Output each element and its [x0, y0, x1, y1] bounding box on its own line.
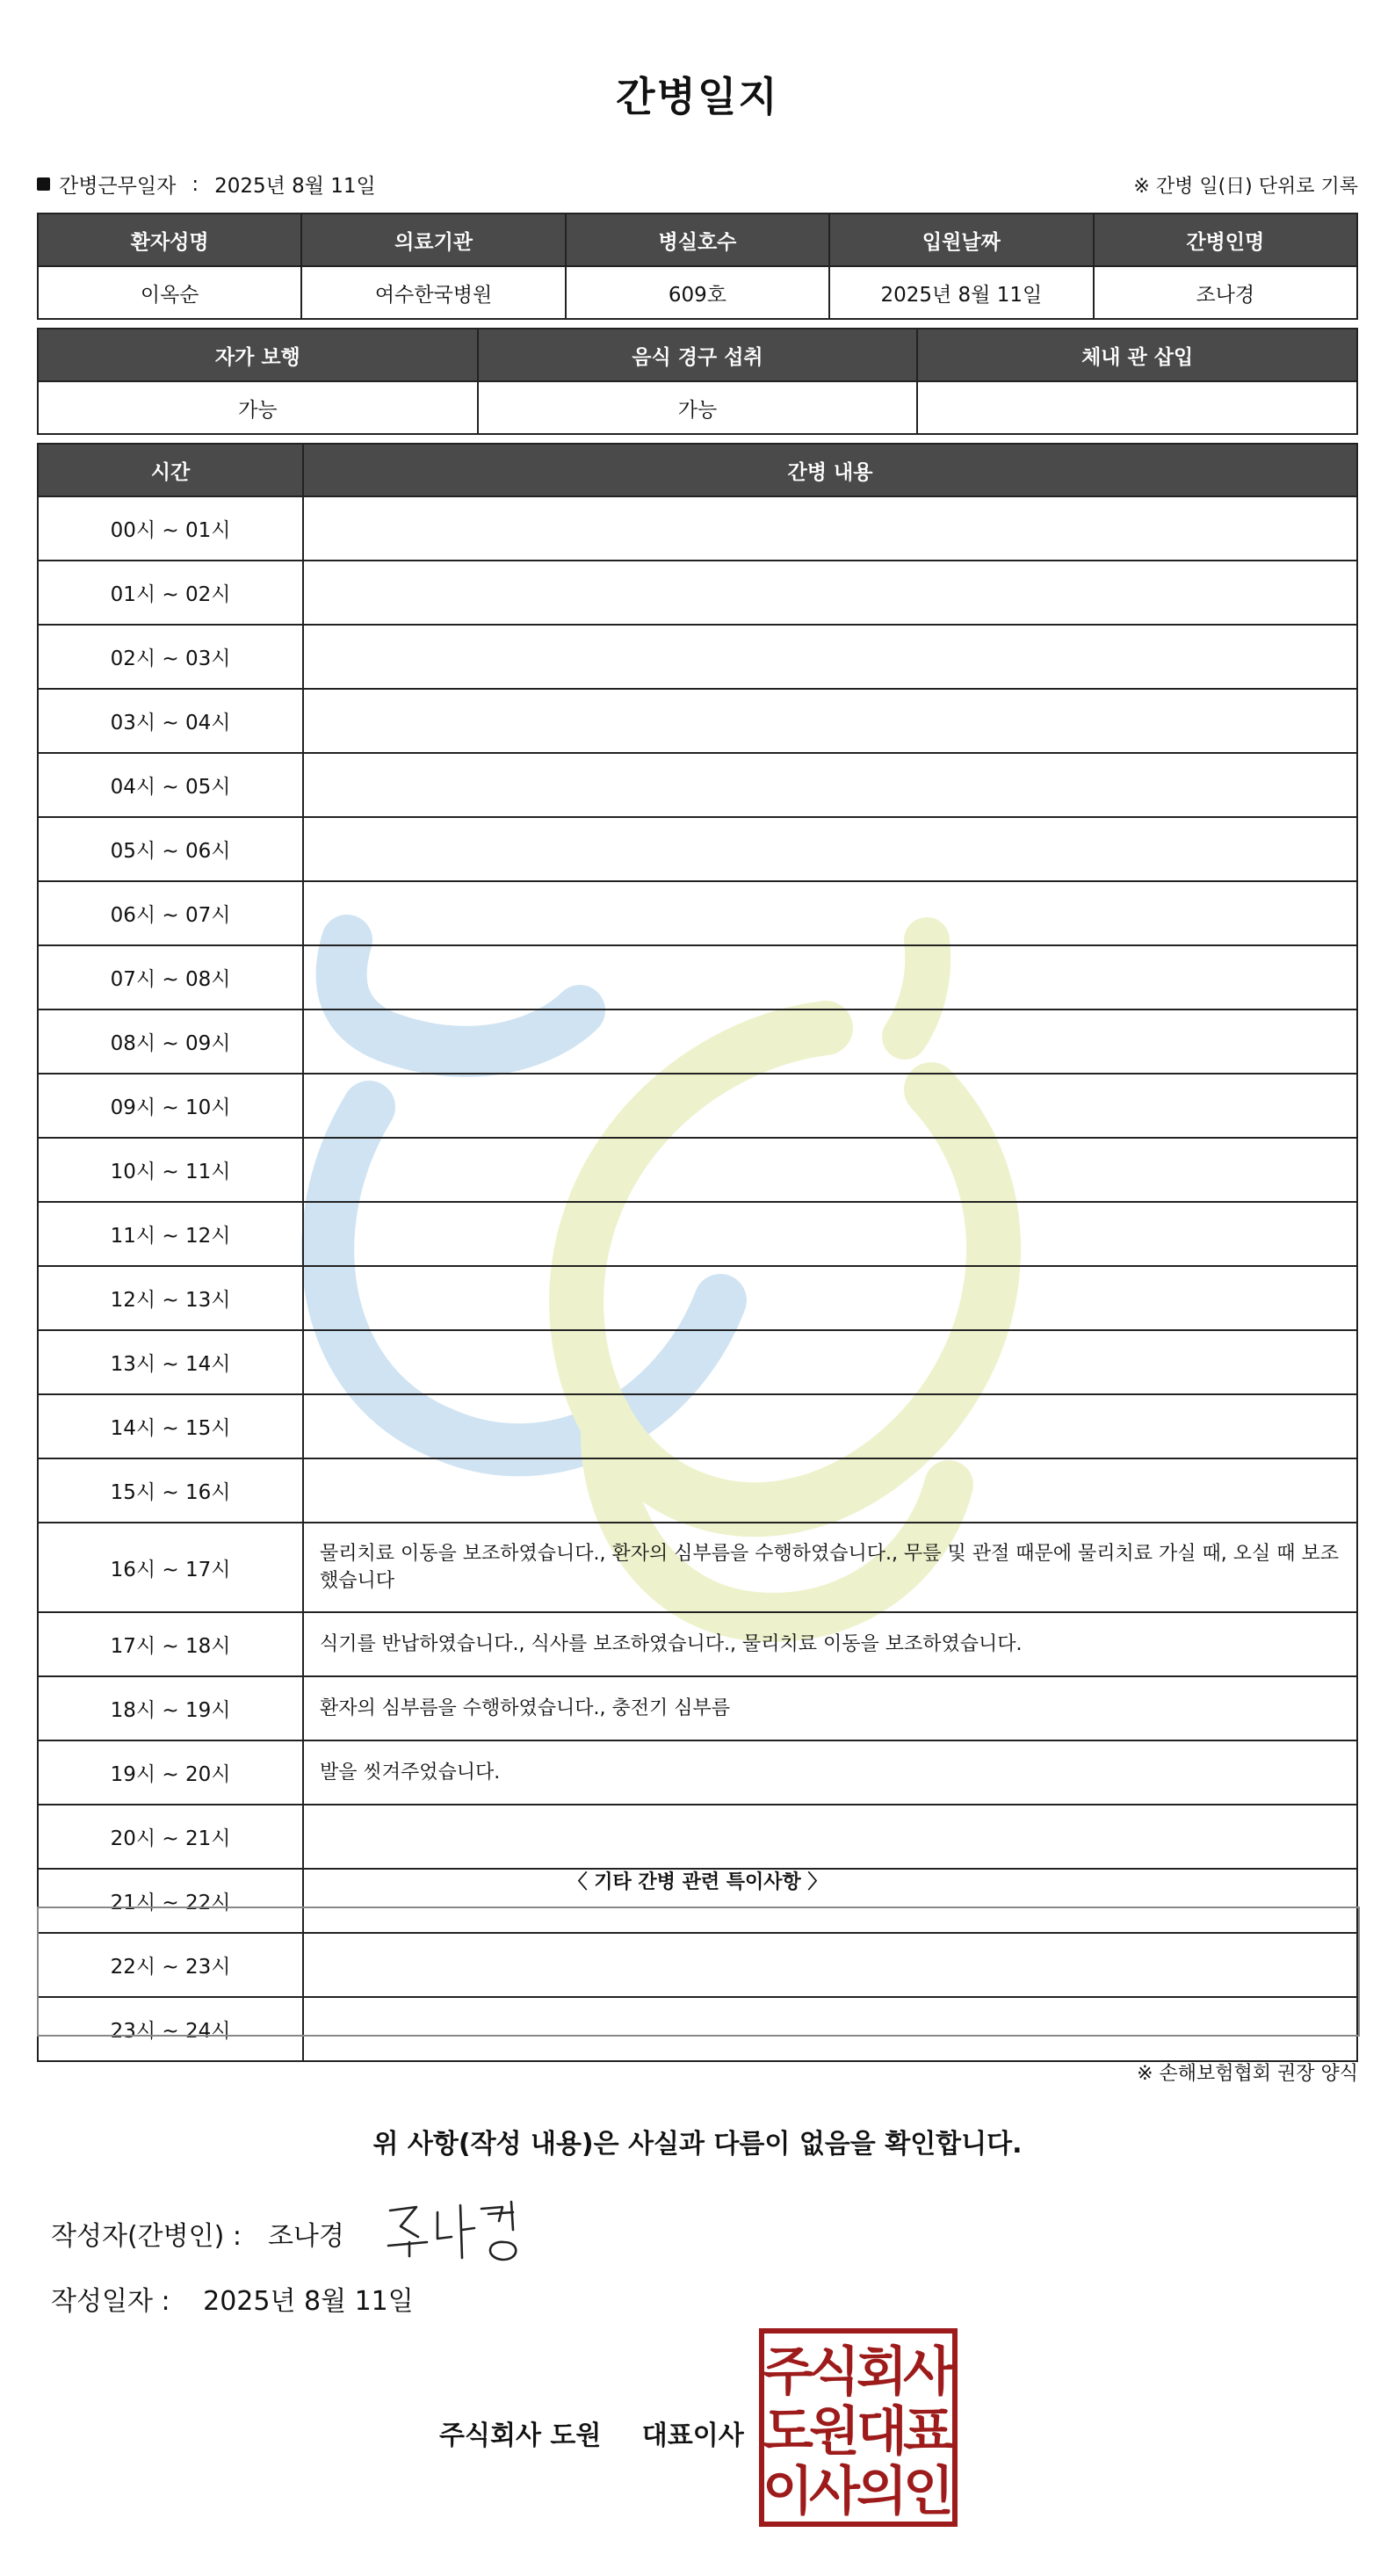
header-caregiver-name: 간병인명 — [1094, 213, 1357, 266]
table-row — [38, 881, 1357, 945]
table-row — [38, 1138, 1357, 1202]
bullet-square-icon — [37, 177, 50, 191]
content-cell: 물리치료 이동을 보조하였습니다., 환자의 심부름을 수행하였습니다., 무릎 및 관절 때문에 물리치료 가실 때, 오실 때 보조했습니다 — [303, 1523, 1357, 1612]
content-cell — [303, 881, 1357, 945]
content-cell — [303, 1266, 1357, 1330]
table-row — [38, 1676, 1357, 1740]
work-date-label: 간병근무일자 — [59, 175, 177, 198]
representative-title: 대표이사 — [641, 2420, 744, 2451]
hospital: 여수한국병원 — [301, 266, 565, 319]
self-walking-value: 가능 — [38, 381, 478, 434]
content-cell — [303, 561, 1357, 625]
content-cell: 발을 씻겨주었습니다. — [303, 1740, 1357, 1805]
time-cell: 05시 ~ 06시 — [38, 817, 303, 881]
svg-text:표: 표 — [903, 2401, 954, 2463]
svg-text:식: 식 — [809, 2341, 860, 2403]
content-cell — [303, 496, 1357, 561]
content-cell — [303, 753, 1357, 817]
svg-text:도: 도 — [763, 2401, 813, 2463]
table-row — [38, 561, 1357, 625]
table-row — [38, 496, 1357, 561]
table-row — [38, 1266, 1357, 1330]
table-row — [38, 945, 1357, 1009]
content-cell: 식기를 반납하였습니다., 식사를 보조하였습니다., 물리치료 이동을 보조하였습니다. — [303, 1612, 1357, 1676]
table-row — [38, 1612, 1357, 1676]
recommendation-note: ※ 손해보험협회 권장 양식 — [1137, 2063, 1358, 2085]
table-row — [38, 1330, 1357, 1394]
status-header-row — [38, 329, 1357, 381]
time-cell: 18시 ~ 19시 — [38, 1676, 303, 1740]
write-date-line — [51, 2279, 414, 2318]
work-date — [37, 170, 376, 199]
header-admission-date: 입원날짜 — [829, 213, 1093, 266]
time-cell: 09시 ~ 10시 — [38, 1074, 303, 1138]
content-cell — [303, 945, 1357, 1009]
writer-line — [51, 2214, 344, 2253]
care-log-table — [37, 443, 1358, 2062]
content-cell — [303, 689, 1357, 753]
time-cell: 06시 ~ 07시 — [38, 881, 303, 945]
time-cell: 13시 ~ 14시 — [38, 1330, 303, 1394]
tube-insertion-value — [917, 381, 1357, 434]
write-date-label: 작성일자 : — [51, 2286, 170, 2317]
time-cell: 19시 ~ 20시 — [38, 1740, 303, 1805]
table-row — [38, 1009, 1357, 1074]
patient-info-value-row — [38, 266, 1357, 319]
time-cell: 11시 ~ 12시 — [38, 1202, 303, 1266]
table-row — [38, 1740, 1357, 1805]
time-cell: 22시 ~ 23시 — [38, 1933, 303, 1997]
header-self-walking: 자가 보행 — [38, 329, 478, 381]
table-row — [38, 753, 1357, 817]
table-row — [38, 625, 1357, 689]
svg-text:이: 이 — [763, 2461, 813, 2522]
time-cell: 14시 ~ 15시 — [38, 1394, 303, 1458]
time-cell: 20시 ~ 21시 — [38, 1805, 303, 1869]
header-time: 시간 — [38, 444, 303, 496]
time-cell: 02시 ~ 03시 — [38, 625, 303, 689]
content-cell — [303, 1805, 1357, 1869]
time-cell: 10시 ~ 11시 — [38, 1138, 303, 1202]
patient-info-header-row — [38, 213, 1357, 266]
write-date-value: 2025년 8월 11일 — [203, 2286, 414, 2317]
time-cell: 03시 ~ 04시 — [38, 689, 303, 753]
table-row — [38, 1805, 1357, 1869]
header-oral-intake: 음식 경구 섭취 — [478, 329, 918, 381]
table-row — [38, 817, 1357, 881]
room-number: 609호 — [566, 266, 829, 319]
content-cell — [303, 1330, 1357, 1394]
header-room: 병실호수 — [566, 213, 829, 266]
work-date-sep: : — [192, 172, 199, 196]
svg-text:사: 사 — [903, 2341, 954, 2403]
time-cell: 01시 ~ 02시 — [38, 561, 303, 625]
time-cell: 21시 ~ 22시 — [38, 1869, 303, 1933]
handwritten-signature — [383, 2195, 532, 2265]
time-cell: 23시 ~ 24시 — [38, 1997, 303, 2061]
content-cell — [303, 1458, 1357, 1523]
table-row — [38, 1202, 1357, 1266]
company-name: 주식회사 도원 — [439, 2420, 602, 2451]
content-cell: 환자의 심부름을 수행하였습니다., 충전기 심부름 — [303, 1676, 1357, 1740]
svg-text:원: 원 — [809, 2401, 860, 2463]
caregiver-name: 조나경 — [1094, 266, 1357, 319]
writer-label: 작성자(간병인) : — [51, 2221, 242, 2252]
work-date-value: 2025년 8월 11일 — [214, 175, 376, 198]
writer-name: 조나경 — [267, 2221, 344, 2252]
content-cell — [303, 1074, 1357, 1138]
oral-intake-value: 가능 — [478, 381, 918, 434]
page-title: 간병일지 — [616, 73, 779, 120]
svg-text:사: 사 — [809, 2461, 860, 2522]
time-cell: 17시 ~ 18시 — [38, 1612, 303, 1676]
svg-text:의: 의 — [857, 2461, 907, 2522]
time-cell: 16시 ~ 17시 — [38, 1523, 303, 1612]
header-tube-insertion: 체내 관 삽입 — [917, 329, 1357, 381]
notes-title: 〈 기타 간병 관련 특이사항 〉 — [567, 1871, 828, 1893]
svg-text:주: 주 — [763, 2341, 813, 2403]
time-cell: 07시 ~ 08시 — [38, 945, 303, 1009]
company-line — [439, 2413, 744, 2452]
content-cell — [303, 1202, 1357, 1266]
notes-box — [37, 1907, 1360, 2037]
time-cell: 12시 ~ 13시 — [38, 1266, 303, 1330]
confirmation-statement: 위 사항(작성 내용)은 사실과 다름이 없음을 확인합니다. — [372, 2129, 1023, 2160]
company-seal — [759, 2328, 958, 2527]
svg-text:대: 대 — [857, 2401, 907, 2463]
svg-text:인: 인 — [903, 2461, 954, 2522]
table-row — [38, 1523, 1357, 1612]
care-log-header-row — [38, 444, 1357, 496]
content-cell — [303, 1138, 1357, 1202]
patient-name: 이옥순 — [38, 266, 301, 319]
content-cell — [303, 625, 1357, 689]
patient-info-table — [37, 213, 1358, 320]
table-row — [38, 1394, 1357, 1458]
table-row — [38, 1458, 1357, 1523]
table-row — [38, 1074, 1357, 1138]
patient-status-table — [37, 328, 1358, 435]
record-note: ※ 간병 일(日) 단위로 기록 — [1133, 176, 1358, 198]
svg-text:회: 회 — [857, 2341, 907, 2403]
time-cell: 15시 ~ 16시 — [38, 1458, 303, 1523]
content-cell — [303, 817, 1357, 881]
content-cell — [303, 1394, 1357, 1458]
time-cell: 04시 ~ 05시 — [38, 753, 303, 817]
admission-date: 2025년 8월 11일 — [829, 266, 1093, 319]
header-hospital: 의료기관 — [301, 213, 565, 266]
time-cell: 08시 ~ 09시 — [38, 1009, 303, 1074]
header-patient-name: 환자성명 — [38, 213, 301, 266]
content-cell — [303, 1009, 1357, 1074]
time-cell: 00시 ~ 01시 — [38, 496, 303, 561]
header-care-content: 간병 내용 — [303, 444, 1357, 496]
table-row — [38, 689, 1357, 753]
status-value-row — [38, 381, 1357, 434]
